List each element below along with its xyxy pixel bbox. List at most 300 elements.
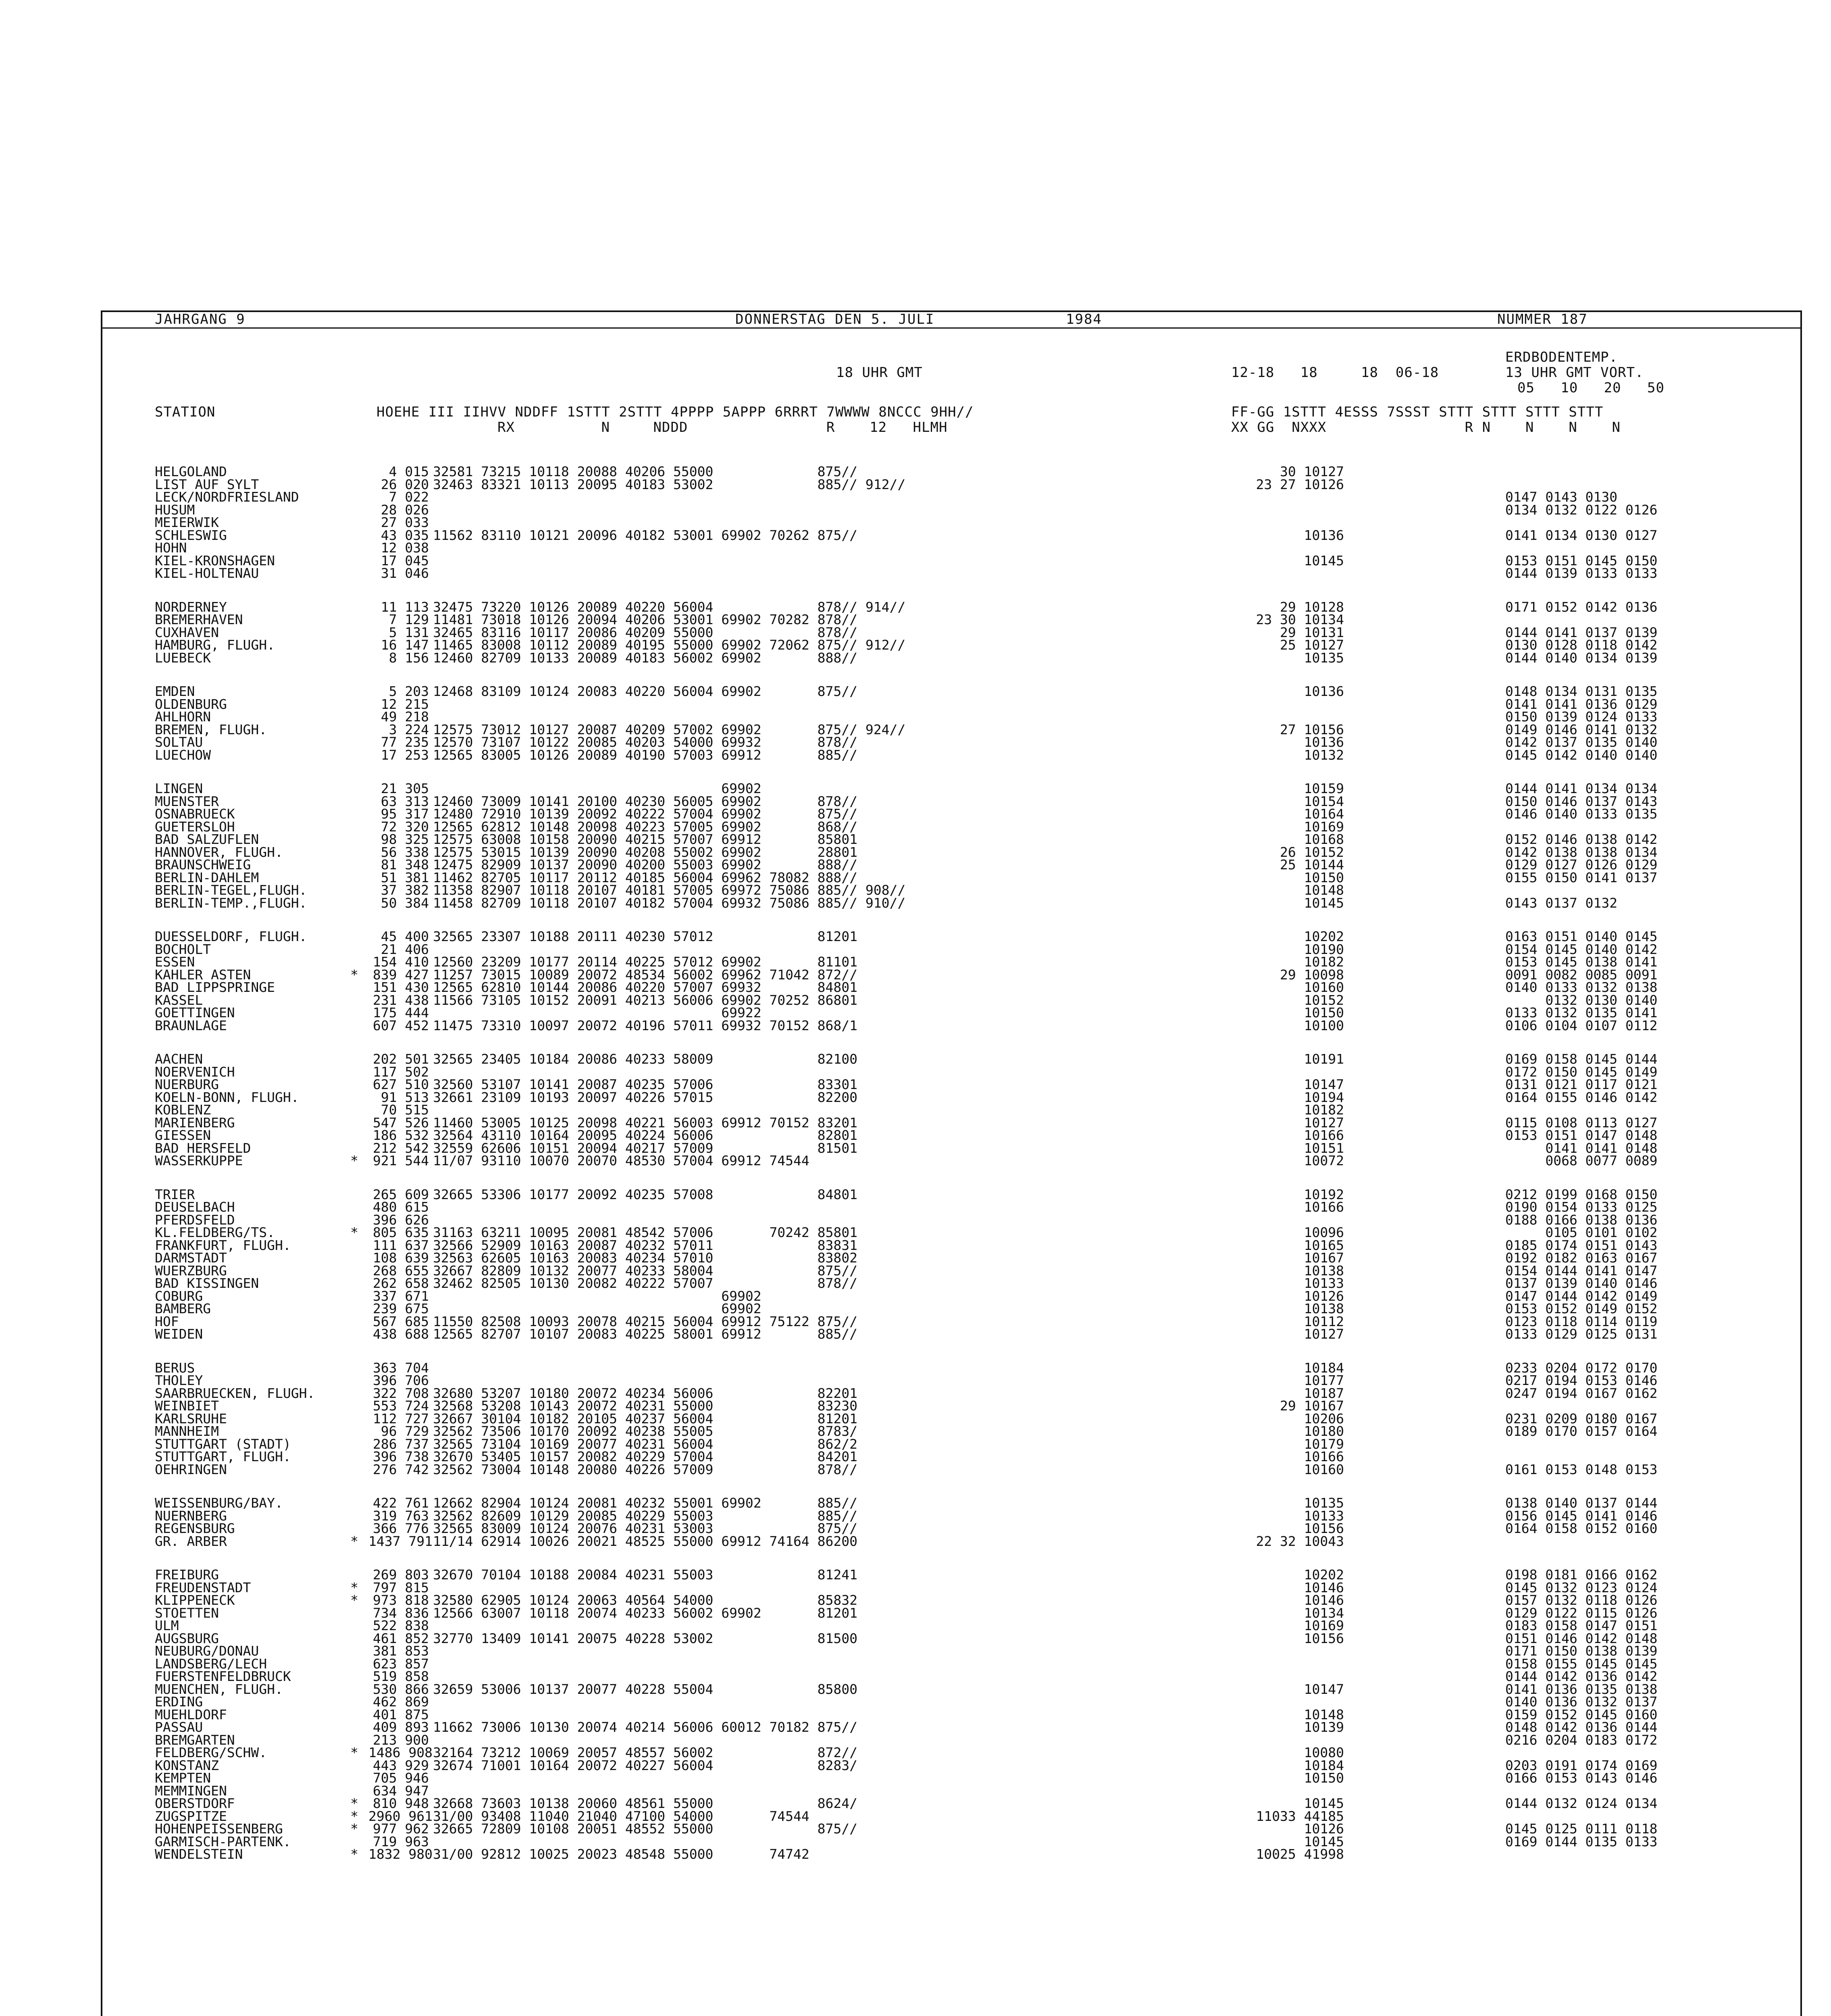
soil-temperatures: 0129 0122 0115 0126 (1505, 1605, 1658, 1621)
extreme-codes: 10184 (1304, 1757, 1344, 1773)
station-row (102, 1619, 1800, 1632)
station-row (102, 1746, 1800, 1759)
soil-temperatures: 0153 0151 0145 0150 (1505, 552, 1658, 569)
extreme-codes: 10154 (1304, 793, 1344, 809)
soil-temperatures: 0149 0146 0141 0132 (1505, 721, 1658, 737)
station-name: SAARBRUECKEN, FLUGH. (155, 1385, 315, 1401)
height-code: 607 452 (372, 1017, 429, 1033)
soil-temperatures: 0147 0144 0142 0149 (1505, 1288, 1658, 1304)
station-name: BERLIN-DAHLEM (155, 869, 259, 885)
station-row (102, 1425, 1800, 1438)
soil-temperatures: 0164 0155 0146 0142 (1505, 1089, 1658, 1105)
soil-temperatures: 0233 0204 0172 0170 (1505, 1360, 1658, 1376)
height-code: 634 947 (372, 1783, 429, 1799)
soil-temperatures: 0169 0158 0145 0144 (1505, 1051, 1658, 1067)
station-row (102, 736, 1800, 749)
station-name: SCHLESWIG (155, 527, 227, 543)
soil-temperatures: 0159 0152 0145 0160 (1505, 1706, 1658, 1722)
station-row (102, 1277, 1800, 1290)
height-code: 70 515 (381, 1102, 429, 1118)
soil-temperatures: 0144 0140 0134 0139 (1505, 650, 1658, 666)
station-name: LIST AUF SYLT (155, 476, 259, 492)
height-code: 72 320 (381, 818, 429, 835)
station-row (102, 516, 1800, 529)
station-name: BREMEN, FLUGH. (155, 721, 267, 737)
soil-temperatures: 0147 0143 0130 (1505, 489, 1618, 505)
station-row (102, 1522, 1800, 1535)
report-number: NUMMER 187 (1497, 311, 1588, 327)
extreme-codes: 10166 (1304, 1449, 1344, 1464)
synop-codes: 32580 62905 10124 20063 40564 54000 85832 (433, 1592, 857, 1608)
soil-temperatures: 0144 0141 0137 0139 (1505, 624, 1658, 640)
group-spacer (102, 580, 1800, 601)
height-code: 519 858 (372, 1668, 429, 1684)
synop-codes: 11/07 93110 10070 20070 48530 57004 69912 74544 (433, 1153, 809, 1168)
height-code: 91 513 (381, 1089, 429, 1105)
height-code: 7 129 (389, 612, 429, 627)
soil-temperatures: 0171 0150 0138 0139 (1505, 1643, 1658, 1659)
synop-codes: 32563 62605 10163 20083 40234 57010 83802 (433, 1250, 857, 1266)
synop-codes: 32164 73212 10069 20057 48557 56002 872// (433, 1745, 857, 1760)
soil-temperatures: 0166 0153 0143 0146 (1505, 1770, 1658, 1786)
station-name: LUEBECK (155, 650, 211, 666)
station-row (102, 749, 1800, 762)
soil-temperatures: 0189 0170 0157 0164 (1505, 1423, 1658, 1439)
station-name: STUTTGART (STADT) (155, 1436, 291, 1452)
extreme-codes: 10167 (1304, 1250, 1344, 1266)
station-row (102, 1374, 1800, 1387)
station-name: GARMISCH-PARTENK. (155, 1833, 291, 1849)
synop-codes: 32465 83116 10117 20086 40209 55000 878// (433, 624, 857, 640)
station-name: MARIENBERG (155, 1114, 235, 1131)
station-name: ESSEN (155, 954, 195, 970)
extreme-codes: 10169 (1304, 1618, 1344, 1633)
synop-codes: 11460 53005 10125 20098 40221 56003 69912 70152 83201 (433, 1114, 857, 1131)
height-code: 43 035 (381, 527, 429, 543)
extreme-codes: 10182 (1304, 1102, 1344, 1118)
station-name: KL.FELDBERG/TS. (155, 1225, 275, 1240)
station-name: DARMSTADT (155, 1250, 227, 1266)
height-code: 31 046 (381, 565, 429, 581)
soil-temperatures: 0161 0153 0148 0153 (1505, 1461, 1658, 1477)
soil-temperatures: 0129 0127 0126 0129 (1505, 857, 1658, 873)
soil-temperatures: 0106 0104 0107 0112 (1505, 1017, 1658, 1033)
station-row (102, 685, 1800, 698)
station-row (102, 491, 1800, 504)
report-year: 1984 (1066, 311, 1102, 327)
station-row (102, 1848, 1800, 1861)
synop-codes: 69922 (433, 1005, 762, 1020)
soil-temperatures: 0155 0150 0141 0137 (1505, 869, 1658, 885)
extreme-codes: 10180 (1304, 1423, 1344, 1439)
synop-codes: 11662 73006 10130 20074 40214 56006 60012 70182 875// (433, 1719, 857, 1735)
height-code: 396 738 (372, 1449, 429, 1464)
height-code: 461 852 (372, 1630, 429, 1646)
station-name: BAD KISSINGEN (155, 1275, 259, 1291)
extreme-codes: 10145 (1304, 1795, 1344, 1811)
synop-codes: 32562 82609 10129 20085 40229 55003 885// (433, 1508, 857, 1524)
soil-temperatures: 0132 0130 0140 (1505, 992, 1658, 1008)
station-name: AHLHORN (155, 709, 211, 725)
soil-temperatures: 0140 0136 0132 0137 (1505, 1694, 1658, 1710)
station-column-header: STATION (155, 404, 216, 420)
extreme-codes: 10148 (1304, 882, 1344, 898)
height-code: 81 348 (381, 857, 429, 873)
height-code: 63 313 (381, 793, 429, 809)
station-name: GUETERSLOH (155, 818, 235, 835)
station-row (102, 1568, 1800, 1581)
station-row (102, 1450, 1800, 1463)
synop-codes: 11562 83110 10121 20096 40182 53001 69902 70262 875// (433, 527, 857, 543)
height-code: 396 626 (372, 1212, 429, 1228)
station-name: BERUS (155, 1360, 195, 1376)
station-row (102, 1078, 1800, 1091)
soil-temperatures: 0091 0082 0085 0091 (1505, 966, 1658, 983)
station-name: BERLIN-TEMP.,FLUGH. (155, 895, 307, 911)
extreme-codes: 10160 (1304, 1461, 1344, 1477)
synop-codes: 11465 83008 10112 20089 40195 55000 69902 72062 875// 912// (433, 637, 906, 653)
volume-label: JAHRGANG 9 (155, 311, 246, 327)
height-code: 522 838 (372, 1618, 429, 1633)
synop-codes: 31163 63211 10095 20081 48542 57006 70242 85801 (433, 1225, 857, 1240)
extreme-codes: 10156 (1304, 1520, 1344, 1536)
station-row (102, 1154, 1800, 1167)
height-code: 734 836 (372, 1605, 429, 1621)
synop-codes: 11458 82709 10118 20107 40182 57004 69932 75086 885// 910// (433, 895, 906, 911)
extreme-codes: 10072 (1304, 1153, 1344, 1168)
height-code: 319 763 (372, 1508, 429, 1524)
soil-temperatures: 0212 0199 0168 0150 (1505, 1186, 1658, 1202)
synop-codes: 32670 70104 10188 20084 40231 55003 81241 (433, 1567, 857, 1583)
height-code: 28 026 (381, 502, 429, 518)
synop-codes: 11/14 62914 10026 20021 48525 55000 69912 74164 86200 (433, 1533, 857, 1549)
station-name: KAHLER ASTEN (155, 966, 251, 983)
station-row (102, 567, 1800, 580)
station-name: FELDBERG/SCHW. (155, 1745, 267, 1760)
station-row (102, 1594, 1800, 1607)
extreme-codes: 22 32 10043 (1256, 1533, 1344, 1549)
extreme-codes: 23 27 10126 (1256, 476, 1344, 492)
station-name: HUSUM (155, 502, 195, 518)
height-code: 705 946 (372, 1770, 429, 1786)
synop-codes: 12575 63008 10158 20090 40215 57007 69912 85801 (433, 831, 857, 847)
mountain-marker: * (350, 1821, 358, 1837)
height-code: 21 406 (381, 941, 429, 957)
synop-codes: 12560 23209 10177 20114 40225 57012 69902 81101 (433, 954, 857, 970)
station-name: LANDSBERG/LECH (155, 1656, 267, 1672)
synop-codes: 69902 (433, 1301, 762, 1316)
soil-temperatures: 0145 0125 0111 0118 (1505, 1821, 1658, 1837)
extreme-codes: 10165 (1304, 1237, 1344, 1253)
synop-codes: 12570 73107 10122 20085 40203 54000 69932 878// (433, 734, 857, 750)
extreme-codes: 10133 (1304, 1508, 1344, 1524)
station-name: OLDENBURG (155, 696, 227, 712)
group-spacer (102, 1341, 1800, 1362)
station-name: KOBLENZ (155, 1102, 211, 1118)
station-row (102, 1252, 1800, 1264)
station-name: MUEHLDORF (155, 1706, 227, 1722)
soil-temperatures: 0123 0118 0114 0119 (1505, 1313, 1658, 1329)
station-name: KONSTANZ (155, 1757, 219, 1773)
group-18-uhr: 18 UHR GMT (836, 364, 923, 381)
height-code: 286 737 (372, 1436, 429, 1452)
station-name: LUECHOW (155, 747, 211, 763)
station-name: WEINBIET (155, 1398, 219, 1414)
station-row (102, 1302, 1800, 1315)
soil-temperatures: 0141 0141 0148 (1505, 1140, 1658, 1156)
extreme-codes: 29 10098 (1280, 966, 1344, 983)
extreme-codes: 10135 (1304, 1495, 1344, 1511)
station-row (102, 1721, 1800, 1734)
station-name: NUERBURG (155, 1077, 219, 1092)
height-code: 438 688 (372, 1326, 429, 1342)
height-code: 839 427 (372, 966, 429, 983)
height-code: 567 685 (372, 1313, 429, 1329)
code-header-line1-right: FF-GG 1STTT 4ESSS 7SSST STTT STTT STTT STTT (1231, 404, 1604, 420)
station-name: KIEL-KRONSHAGEN (155, 552, 275, 569)
synop-codes: 11257 73015 10089 20072 48534 56002 69962 71042 872// (433, 966, 857, 983)
height-code: 1832 980 (368, 1846, 433, 1862)
height-code: 56 338 (381, 844, 429, 860)
extreme-codes: 10138 (1304, 1301, 1344, 1316)
synop-codes: 12460 82709 10133 20089 40183 56002 69902 888// (433, 650, 857, 666)
height-code: 51 381 (381, 869, 429, 885)
station-row (102, 613, 1800, 626)
group-spacer (102, 1547, 1800, 1568)
synop-codes: 32667 30104 10182 20105 40237 56004 81201 (433, 1410, 857, 1427)
station-name: PASSAU (155, 1719, 203, 1735)
station-name: OBERSTDORF (155, 1795, 235, 1811)
station-row (102, 981, 1800, 994)
station-name: OSNABRUECK (155, 806, 235, 822)
mountain-marker: * (350, 966, 358, 983)
height-code: 363 704 (372, 1360, 429, 1376)
height-code: 4 015 (389, 464, 429, 479)
height-code: 977 962 (372, 1821, 429, 1837)
station-row (102, 884, 1800, 897)
station-name: HOHN (155, 540, 187, 556)
station-name: KASSEL (155, 992, 203, 1008)
extreme-codes: 10136 (1304, 527, 1344, 543)
station-name: SOLTAU (155, 734, 203, 750)
soil-temperatures: 0144 0132 0124 0134 (1505, 1795, 1658, 1811)
station-name: BRAUNSCHWEIG (155, 857, 251, 873)
soil-temperatures: 0198 0181 0166 0162 (1505, 1567, 1658, 1583)
extreme-codes: 10112 (1304, 1313, 1344, 1329)
height-code: 7 022 (389, 489, 429, 505)
height-code: 239 675 (372, 1301, 429, 1316)
extreme-codes: 10152 (1304, 992, 1344, 1008)
extreme-codes: 10100 (1304, 1017, 1344, 1033)
height-code: 17 253 (381, 747, 429, 763)
station-row (102, 871, 1800, 884)
extreme-codes: 10166 (1304, 1127, 1344, 1143)
soil-temperatures: 0153 0151 0147 0148 (1505, 1127, 1658, 1143)
station-name: FREIBURG (155, 1567, 219, 1583)
height-code: 175 444 (372, 1005, 429, 1020)
height-code: 530 866 (372, 1681, 429, 1697)
station-name: TRIER (155, 1186, 195, 1202)
station-row (102, 1328, 1800, 1341)
height-code: 77 235 (381, 734, 429, 750)
height-code: 797 815 (372, 1579, 429, 1595)
extreme-codes: 10147 (1304, 1077, 1344, 1092)
synop-codes: 32562 73004 10148 20080 40226 57009 878// (433, 1461, 857, 1477)
height-code: 547 526 (372, 1114, 429, 1131)
synop-codes: 12468 83109 10124 20083 40220 56004 69902 875// (433, 683, 857, 699)
station-name: NEUBURG/DONAU (155, 1643, 259, 1659)
station-row (102, 1019, 1800, 1032)
synop-codes: 12480 72910 10139 20092 40222 57004 69902 875// (433, 806, 857, 822)
height-code: 1486 908 (368, 1745, 433, 1760)
station-row (102, 1772, 1800, 1785)
soil-temperatures: 0146 0140 0133 0135 (1505, 806, 1658, 822)
extreme-codes: 10202 (1304, 929, 1344, 944)
station-name: HOF (155, 1313, 179, 1329)
synop-codes: 11550 82508 10093 20078 40215 56004 69912 75122 875// (433, 1313, 857, 1329)
station-row (102, 1006, 1800, 1019)
extreme-codes: 10146 (1304, 1592, 1344, 1608)
soil-temperatures: 0141 0136 0135 0138 (1505, 1681, 1658, 1697)
extreme-codes: 29 10128 (1280, 599, 1344, 615)
synop-codes: 12475 82909 10137 20090 40200 55003 69902 888// (433, 857, 857, 873)
extreme-codes: 10191 (1304, 1051, 1344, 1067)
synop-codes: 32475 73220 10126 20089 40220 56004 878// 914// (433, 599, 906, 615)
height-code: 45 400 (381, 929, 429, 944)
station-name: KIEL-HOLTENAU (155, 565, 259, 581)
synop-codes: 32565 23405 10184 20086 40233 58009 82100 (433, 1051, 857, 1067)
soil-temperatures: 0145 0132 0123 0124 (1505, 1579, 1658, 1595)
extreme-codes: 10184 (1304, 1360, 1344, 1376)
extreme-codes: 10096 (1304, 1225, 1344, 1240)
station-row (102, 1400, 1800, 1412)
extreme-codes: 25 10144 (1280, 857, 1344, 873)
height-code: 322 708 (372, 1385, 429, 1401)
height-code: 17 045 (381, 552, 429, 569)
code-header-line1: HOEHE III IIHVV NDDFF 1STTT 2STTT 4PPPP 5APPP 6RRRT 7WWWW 8NCCC 9HH// (377, 404, 974, 420)
station-name: AUGSBURG (155, 1630, 219, 1646)
soil-temperatures: 0171 0152 0142 0136 (1505, 599, 1658, 615)
synop-codes: 12460 73009 10141 20100 40230 56005 69902 878// (433, 793, 857, 809)
station-name: FREUDENSTADT (155, 1579, 251, 1595)
extreme-codes: 10160 (1304, 979, 1344, 995)
synop-codes: 12575 73012 10127 20087 40209 57002 69902 875// 924// (433, 721, 906, 737)
synop-codes: 32560 53107 10141 20087 40235 57006 83301 (433, 1077, 857, 1092)
soil-temperatures: 0172 0150 0145 0149 (1505, 1064, 1658, 1080)
station-name: REGENSBURG (155, 1520, 235, 1536)
soil-temperatures: 0144 0139 0133 0133 (1505, 565, 1658, 581)
height-code: 108 639 (372, 1250, 429, 1266)
synop-codes: 12565 83005 10126 20089 40190 57003 69912 885// (433, 747, 857, 763)
station-name: ZUGSPITZE (155, 1808, 227, 1824)
group-spacer (102, 1167, 1800, 1188)
group-12-18: 12-18 18 18 06-18 (1231, 364, 1439, 381)
synop-codes: 32568 53208 10143 20072 40231 55000 83230 (433, 1398, 857, 1414)
synop-codes: 32559 62606 10151 20094 40217 57009 81501 (433, 1140, 857, 1156)
height-code: 269 803 (372, 1567, 429, 1583)
station-name: NORDERNEY (155, 599, 227, 615)
height-code: 213 900 (372, 1732, 429, 1748)
soil-temperatures: 0134 0132 0122 0126 (1505, 502, 1658, 518)
station-row (102, 1695, 1800, 1708)
height-code: 27 033 (381, 514, 429, 530)
station-name: BAD LIPPSPRINGE (155, 979, 275, 995)
height-code: 3 224 (389, 721, 429, 737)
mountain-marker: * (350, 1592, 358, 1608)
height-code: 1437 791 (368, 1533, 433, 1549)
synop-codes: 32565 23307 10188 20111 40230 57012 81201 (433, 929, 857, 944)
synop-codes: 32565 73104 10169 20077 40231 56004 862/2 (433, 1436, 857, 1452)
height-code: 553 724 (372, 1398, 429, 1414)
height-code: 381 853 (372, 1643, 429, 1659)
erdboden-label: ERDBODENTEMP. (1505, 349, 1618, 365)
height-code: 8 156 (389, 650, 429, 666)
soil-temperatures: 0217 0194 0153 0146 (1505, 1372, 1658, 1388)
soil-temperatures: 0216 0204 0183 0172 (1505, 1732, 1658, 1748)
station-name: DUESSELDORF, FLUGH. (155, 929, 307, 944)
synop-codes: 32581 73215 10118 20088 40206 55000 875// (433, 464, 857, 479)
soil-temperatures: 0068 0077 0089 (1505, 1153, 1658, 1168)
soil-temperatures: 0141 0134 0130 0127 (1505, 527, 1658, 543)
height-code: 151 430 (372, 979, 429, 995)
extreme-codes: 23 30 10134 (1256, 612, 1344, 627)
height-code: 112 727 (372, 1410, 429, 1427)
soil-temperatures: 0156 0145 0141 0146 (1505, 1508, 1658, 1524)
extreme-codes: 10166 (1304, 1199, 1344, 1215)
synop-codes: 32680 53207 10180 20072 40234 56006 82201 (433, 1385, 857, 1401)
soil-temperatures: 0158 0155 0145 0145 (1505, 1656, 1658, 1672)
synop-codes: 31/00 93408 11040 21040 47100 54000 74544 (433, 1808, 809, 1824)
extreme-codes: 10169 (1304, 818, 1344, 835)
station-name: LECK/NORDFRIESLAND (155, 489, 299, 505)
height-code: 337 671 (372, 1288, 429, 1304)
station-name: BAD SALZUFLEN (155, 831, 259, 847)
station-name: FRANKFURT, FLUGH. (155, 1237, 291, 1253)
station-row (102, 956, 1800, 968)
height-code: 409 893 (372, 1719, 429, 1735)
soil-temperatures: 0150 0139 0124 0133 (1505, 709, 1658, 725)
station-name: KOELN-BONN, FLUGH. (155, 1089, 299, 1105)
code-header-line2: RX N NDDD R 12 HLMH (497, 419, 948, 435)
synop-codes: 69902 (433, 781, 762, 796)
mountain-marker: * (350, 1745, 358, 1760)
soil-temperatures: 0188 0166 0138 0136 (1505, 1212, 1658, 1228)
station-name: WEIDEN (155, 1326, 203, 1342)
height-code: 366 776 (372, 1520, 429, 1536)
soil-temperatures: 0169 0144 0135 0133 (1505, 1833, 1658, 1849)
height-code: 276 742 (372, 1461, 429, 1477)
extreme-codes: 10148 (1304, 1706, 1344, 1722)
height-code: 443 929 (372, 1757, 429, 1773)
station-row (102, 1822, 1800, 1835)
synop-codes: 32659 53006 10137 20077 40228 55004 85800 (433, 1681, 857, 1697)
height-code: 810 948 (372, 1795, 429, 1811)
height-code: 623 857 (372, 1656, 429, 1672)
height-code: 262 658 (372, 1275, 429, 1291)
extreme-codes: 10190 (1304, 941, 1344, 957)
station-name: BRAUNLAGE (155, 1017, 227, 1033)
extreme-codes: 10202 (1304, 1567, 1344, 1583)
synop-codes: 32670 53405 10157 20082 40229 57004 84201 (433, 1449, 857, 1464)
station-row (102, 465, 1800, 478)
extreme-codes: 11033 44185 (1256, 1808, 1344, 1824)
station-row (102, 808, 1800, 821)
height-code: 396 706 (372, 1372, 429, 1388)
extreme-codes: 10145 (1304, 1833, 1344, 1849)
extreme-codes: 10136 (1304, 734, 1344, 750)
station-row (102, 652, 1800, 664)
extreme-codes: 30 10127 (1280, 464, 1344, 479)
